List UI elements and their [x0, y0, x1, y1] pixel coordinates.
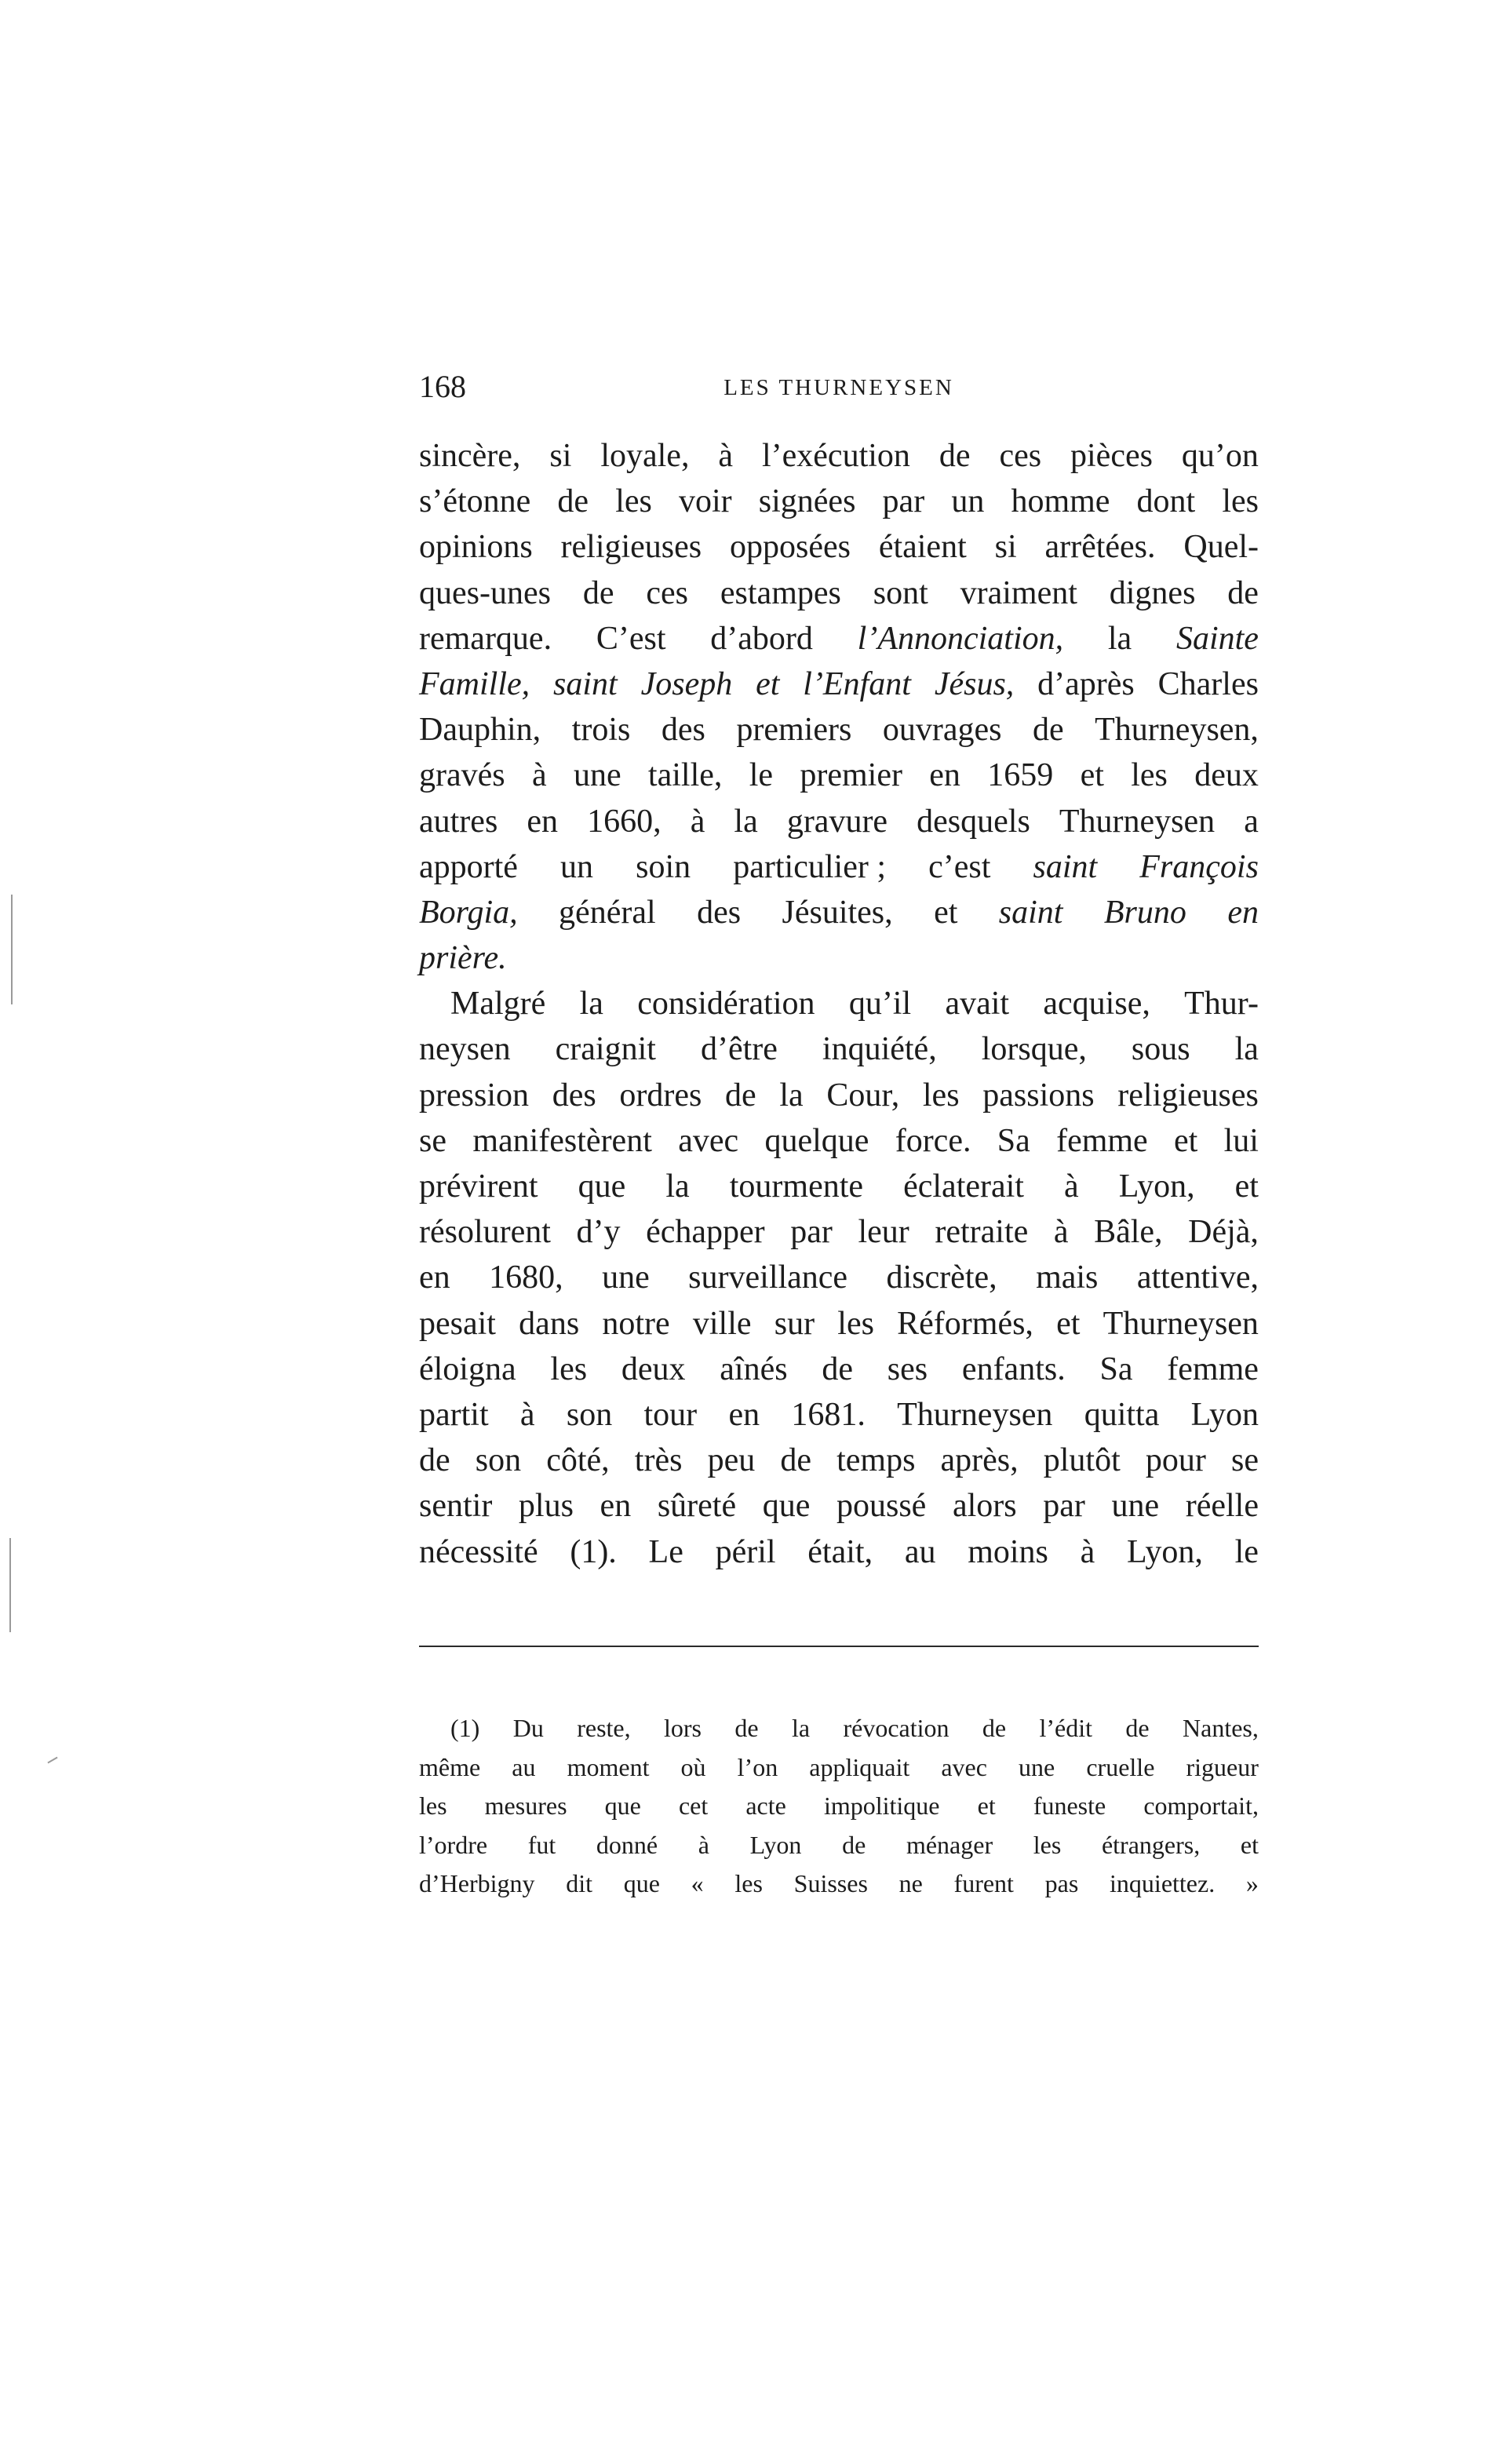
word: autres — [419, 803, 498, 840]
footnote-word: comportait, — [1143, 1792, 1259, 1820]
word: la — [734, 803, 758, 840]
footnote-word: étrangers, — [1101, 1830, 1201, 1859]
word: deux — [1194, 757, 1259, 794]
word: et — [1174, 1122, 1198, 1159]
word: alors — [952, 1488, 1017, 1525]
word: pression — [419, 1077, 529, 1114]
footnote-line — [419, 1748, 1259, 1788]
word: l’exécution — [761, 438, 910, 474]
footnote-word: les — [734, 1869, 763, 1897]
footnote-word: inquiettez. — [1110, 1869, 1216, 1897]
word: par — [790, 1214, 833, 1251]
word: dont — [1136, 483, 1196, 520]
word: des — [552, 1077, 596, 1114]
word: et — [1056, 1305, 1081, 1342]
footnote-word: au — [512, 1752, 536, 1781]
text-line — [419, 1301, 1259, 1347]
footnote-word: acte — [745, 1792, 786, 1820]
footnote-word: Lyon — [749, 1830, 802, 1859]
page-header — [419, 367, 1259, 406]
text-line — [419, 570, 1259, 616]
word: premiers — [736, 712, 852, 749]
footnote-word: moment — [567, 1752, 650, 1781]
word: desquels — [917, 803, 1030, 840]
footnote-word: et — [1240, 1830, 1259, 1859]
word: passions — [982, 1077, 1095, 1114]
word: en — [600, 1488, 632, 1525]
word: Charles — [1157, 665, 1259, 702]
word: neysen — [419, 1031, 511, 1068]
footnote-word: l’on — [737, 1752, 778, 1781]
word: 1680, — [489, 1259, 563, 1296]
word: vraiment — [960, 574, 1077, 611]
text-line — [419, 616, 1259, 662]
word: arrêtées. — [1044, 529, 1156, 566]
word: gravés — [419, 757, 505, 794]
text-line — [419, 1392, 1259, 1438]
word: Bâle, — [1094, 1214, 1163, 1251]
word: apporté — [419, 848, 518, 885]
footnote-word: l’édit — [1039, 1714, 1093, 1742]
word: homme — [1011, 483, 1110, 520]
word: Réformés, — [897, 1305, 1033, 1342]
word: temps — [836, 1442, 916, 1479]
word: mais — [1036, 1259, 1099, 1296]
word: premier — [800, 757, 902, 794]
word: ques-unes — [419, 574, 551, 611]
word: d’être — [700, 1031, 778, 1068]
word: de — [1032, 712, 1064, 749]
word: ville — [692, 1305, 752, 1342]
text-line — [419, 1438, 1259, 1483]
word: à — [531, 757, 547, 794]
word: Jésus, — [934, 665, 1015, 702]
word: la — [665, 1168, 690, 1205]
word: saint — [1033, 848, 1098, 885]
word: la — [579, 986, 603, 1022]
footnote-word: révocation — [843, 1714, 949, 1742]
word: la — [779, 1077, 804, 1114]
word: estampes — [720, 574, 841, 611]
word: échapper — [646, 1214, 765, 1251]
footnote-word: même — [419, 1752, 481, 1781]
word: en — [527, 803, 559, 840]
word: les — [615, 483, 652, 520]
word: quelque — [764, 1122, 869, 1159]
text-line — [419, 707, 1259, 753]
word: si — [549, 438, 572, 474]
word: ces — [646, 574, 689, 611]
word: de — [582, 574, 614, 611]
word: au — [904, 1533, 936, 1570]
word: les — [1222, 483, 1259, 520]
footnote-line — [419, 1864, 1259, 1904]
word: si — [994, 529, 1017, 566]
word: Famille, — [419, 665, 530, 702]
word: à — [1080, 1533, 1095, 1570]
word: et — [1234, 1168, 1259, 1205]
footnote-line — [419, 1787, 1259, 1826]
word: discrète, — [886, 1259, 997, 1296]
text-line — [419, 479, 1259, 524]
word: de — [1227, 574, 1259, 611]
footnote-word: dit — [566, 1869, 593, 1897]
word: péril — [715, 1533, 776, 1570]
text-line — [419, 1255, 1259, 1300]
footnote-word: « — [691, 1869, 704, 1897]
word: le — [1234, 1533, 1259, 1570]
word: attentive, — [1136, 1259, 1259, 1296]
word: se — [419, 1122, 446, 1159]
text-line — [419, 1529, 1259, 1575]
footnote-line — [419, 1826, 1259, 1865]
word: que — [762, 1488, 811, 1525]
word: d’y — [576, 1214, 621, 1251]
text-line — [419, 433, 1259, 479]
footnote-word: (1) — [450, 1714, 480, 1742]
word: 1681. — [791, 1396, 866, 1433]
word: 1659 — [987, 757, 1054, 794]
word: son — [566, 1396, 613, 1433]
word: une — [1111, 1488, 1160, 1525]
word: pesait — [419, 1305, 496, 1342]
footnote-line — [419, 1709, 1259, 1748]
word: François — [1139, 848, 1259, 885]
word: lorsque, — [981, 1031, 1087, 1068]
word: s’étonne — [419, 483, 531, 520]
footnote-word: fut — [527, 1830, 556, 1859]
word: Déjà, — [1188, 1214, 1259, 1251]
word: par — [882, 483, 925, 520]
word: l’Annonciation, — [857, 620, 1064, 657]
footnote-word: de — [982, 1714, 1007, 1742]
text-line — [419, 1073, 1259, 1118]
word: réelle — [1185, 1488, 1259, 1525]
word: Bruno — [1103, 894, 1186, 931]
text-line — [419, 935, 1259, 981]
word: sous — [1131, 1031, 1190, 1068]
word: enfants. — [961, 1350, 1066, 1387]
word: remarque. — [419, 620, 552, 657]
word: des — [661, 712, 705, 749]
footnote-word: de — [734, 1714, 759, 1742]
footnote — [419, 1709, 1259, 1904]
footnote-word: cet — [678, 1792, 709, 1820]
word: Thurneysen — [1059, 803, 1216, 840]
word: en — [728, 1396, 760, 1433]
word: surveillance — [688, 1259, 848, 1296]
word: dignes — [1109, 574, 1196, 611]
word: en — [929, 757, 960, 794]
word: retraite — [935, 1214, 1029, 1251]
footnote-word: une — [1019, 1752, 1055, 1781]
word: femme — [1167, 1350, 1259, 1387]
word: Thurneysen — [1103, 1305, 1259, 1342]
footnote-word: lors — [664, 1714, 702, 1742]
footnote-word: que — [604, 1792, 641, 1820]
word: éloigna — [419, 1350, 516, 1387]
word: pièces — [1070, 438, 1153, 474]
word: Dauphin, — [419, 712, 541, 749]
word: a — [1244, 803, 1259, 840]
word: les — [1131, 757, 1168, 794]
text-line — [419, 662, 1259, 707]
word: Sa — [1099, 1350, 1133, 1387]
word: très — [634, 1442, 683, 1479]
word: lui — [1223, 1122, 1259, 1159]
footnote-word: les — [419, 1792, 447, 1820]
text-line — [419, 524, 1259, 570]
word: deux — [621, 1350, 686, 1387]
word: religieuses — [560, 529, 702, 566]
word: une — [573, 757, 621, 794]
word: par — [1043, 1488, 1085, 1525]
word: d’après — [1037, 665, 1135, 702]
text-line — [419, 890, 1259, 935]
word: inquiété, — [822, 1031, 937, 1068]
word: Lyon, — [1127, 1533, 1203, 1570]
word: Jésuites, — [782, 894, 893, 931]
running-title: LES THURNEYSEN — [723, 375, 954, 400]
word: de — [780, 1442, 811, 1479]
word: qu’il — [848, 986, 912, 1022]
word: résolurent — [419, 1214, 551, 1251]
text-line — [419, 1347, 1259, 1392]
word: un — [951, 483, 985, 520]
text-line — [419, 1209, 1259, 1255]
word: Thurneysen, — [1095, 712, 1259, 749]
word: avait — [945, 986, 1010, 1022]
word: plus — [518, 1488, 574, 1525]
footnote-word: les — [1033, 1830, 1062, 1859]
word: les — [922, 1077, 960, 1114]
text-line — [419, 1483, 1259, 1529]
word: dans — [519, 1305, 580, 1342]
word: de — [725, 1077, 756, 1114]
word: saint — [553, 665, 618, 702]
footnote-word: funeste — [1033, 1792, 1106, 1820]
word: et — [934, 894, 958, 931]
word: particulier ; — [733, 848, 886, 885]
word: loyale, — [600, 438, 690, 474]
text-line — [419, 799, 1259, 844]
word: opposées — [729, 529, 851, 566]
footnote-word: Suisses — [793, 1869, 868, 1897]
word: leur — [858, 1214, 909, 1251]
word: et — [756, 665, 780, 702]
footnote-word: et — [977, 1792, 996, 1820]
word: plutôt — [1043, 1442, 1121, 1479]
footnote-word: » — [1245, 1869, 1259, 1897]
word: poussé — [836, 1488, 927, 1525]
word: sentir — [419, 1488, 493, 1525]
word: religieuses — [1117, 1077, 1259, 1114]
text-line — [419, 1026, 1259, 1072]
word: tour — [643, 1396, 698, 1433]
word: les — [550, 1350, 588, 1387]
word: Thurneysen — [897, 1396, 1053, 1433]
footnote-word: la — [791, 1714, 811, 1742]
footnote-word: ménager — [906, 1830, 993, 1859]
word: quitta — [1084, 1396, 1160, 1433]
footnote-word: rigueur — [1186, 1752, 1259, 1781]
word: C’est — [596, 620, 666, 657]
footnote-word: de — [842, 1830, 866, 1859]
scan-margin-mark — [9, 1538, 11, 1632]
word: ses — [887, 1350, 928, 1387]
word: se — [1231, 1442, 1259, 1479]
word: des — [697, 894, 742, 931]
scan-margin-mark — [11, 895, 13, 1004]
word: pour — [1145, 1442, 1206, 1479]
text-line — [419, 1164, 1259, 1209]
text-line — [419, 1118, 1259, 1164]
word: à — [519, 1396, 535, 1433]
word: qu’on — [1181, 438, 1259, 474]
word: étaient — [878, 529, 967, 566]
word: à — [690, 803, 705, 840]
word: force. — [895, 1122, 971, 1159]
footnote-word: furent — [953, 1869, 1014, 1897]
word: en — [1227, 894, 1259, 931]
word: prière. — [419, 940, 507, 977]
word: de — [557, 483, 589, 520]
word: ces — [999, 438, 1042, 474]
page-number: 168 — [419, 369, 466, 404]
word: avec — [678, 1122, 739, 1159]
word: Malgré — [450, 986, 546, 1022]
word: général — [559, 894, 656, 931]
word: sur — [774, 1305, 815, 1342]
word: était, — [807, 1533, 873, 1570]
word: une — [602, 1259, 650, 1296]
word: Cour, — [826, 1077, 900, 1114]
footnote-word: Du — [512, 1714, 544, 1742]
word: signées — [758, 483, 856, 520]
word: les — [837, 1305, 874, 1342]
word: voir — [678, 483, 732, 520]
word: ordres — [619, 1077, 702, 1114]
footnote-word: où — [680, 1752, 706, 1781]
footnote-word: Nantes, — [1183, 1714, 1259, 1742]
footnote-word: cruelle — [1086, 1752, 1155, 1781]
word: en — [419, 1259, 450, 1296]
word: à — [1053, 1214, 1069, 1251]
word: l’Enfant — [803, 665, 911, 702]
word: considération — [637, 986, 815, 1022]
word: à — [718, 438, 734, 474]
footnote-separator — [419, 1646, 1259, 1647]
word: que — [578, 1168, 626, 1205]
word: de — [419, 1442, 450, 1479]
footnote-word: avec — [941, 1752, 987, 1781]
word: sûreté — [657, 1488, 737, 1525]
word: femme — [1056, 1122, 1148, 1159]
word: d’abord — [710, 620, 813, 657]
footnote-word: à — [698, 1830, 709, 1859]
footnote-word: de — [1125, 1714, 1150, 1742]
word: c’est — [928, 848, 991, 885]
word: partit — [419, 1396, 489, 1433]
word: saint — [998, 894, 1063, 931]
text-line — [419, 844, 1259, 890]
word: un — [560, 848, 594, 885]
word: sont — [873, 574, 928, 611]
word: peu — [707, 1442, 756, 1479]
word: opinions — [419, 529, 533, 566]
footnote-word: mesures — [484, 1792, 567, 1820]
word: et — [1080, 757, 1104, 794]
footnote-word: ne — [898, 1869, 923, 1897]
footnote-word: impolitique — [823, 1792, 940, 1820]
word: Sainte — [1175, 620, 1259, 657]
word: manifestèrent — [472, 1122, 652, 1159]
scan-margin-mark — [47, 1757, 57, 1764]
word: éclaterait — [903, 1168, 1024, 1205]
word: le — [749, 757, 774, 794]
word: Lyon, — [1118, 1168, 1195, 1205]
footnote-word: l’ordre — [419, 1830, 488, 1859]
word: de — [822, 1350, 854, 1387]
word: moins — [968, 1533, 1048, 1570]
word: (1). — [570, 1533, 617, 1570]
footnote-word: donné — [596, 1830, 658, 1859]
word: soin — [636, 848, 691, 885]
word: prévirent — [419, 1168, 538, 1205]
word: à — [1064, 1168, 1079, 1205]
word: côté, — [546, 1442, 610, 1479]
footnote-word: que — [623, 1869, 660, 1897]
word: Quel- — [1183, 529, 1259, 566]
word: après, — [940, 1442, 1019, 1479]
word: craignit — [555, 1031, 656, 1068]
word: Borgia, — [419, 894, 518, 931]
word: acquise, — [1043, 986, 1150, 1022]
word: son — [475, 1442, 522, 1479]
word: trois — [571, 712, 631, 749]
footnote-word: d’Herbigny — [419, 1869, 535, 1897]
main-text — [419, 433, 1259, 1575]
word: Lyon — [1190, 1396, 1259, 1433]
footnote-word: reste, — [577, 1714, 631, 1742]
word: Thur- — [1184, 986, 1259, 1022]
word: la — [1234, 1031, 1259, 1068]
footnote-word: pas — [1044, 1869, 1079, 1897]
word: sincère, — [419, 438, 521, 474]
word: Joseph — [640, 665, 733, 702]
word: la — [1107, 620, 1132, 657]
word: Sa — [997, 1122, 1030, 1159]
word: Le — [648, 1533, 683, 1570]
word: nécessité — [419, 1533, 538, 1570]
footnote-word: appliquait — [809, 1752, 910, 1781]
word: notre — [602, 1305, 670, 1342]
word: aînés — [720, 1350, 788, 1387]
word: ouvrages — [882, 712, 1002, 749]
word: de — [939, 438, 971, 474]
word: tourmente — [729, 1168, 864, 1205]
word: 1660, — [587, 803, 662, 840]
text-line — [419, 753, 1259, 798]
text-line — [419, 981, 1259, 1026]
word: gravure — [786, 803, 888, 840]
word: taille, — [647, 757, 723, 794]
